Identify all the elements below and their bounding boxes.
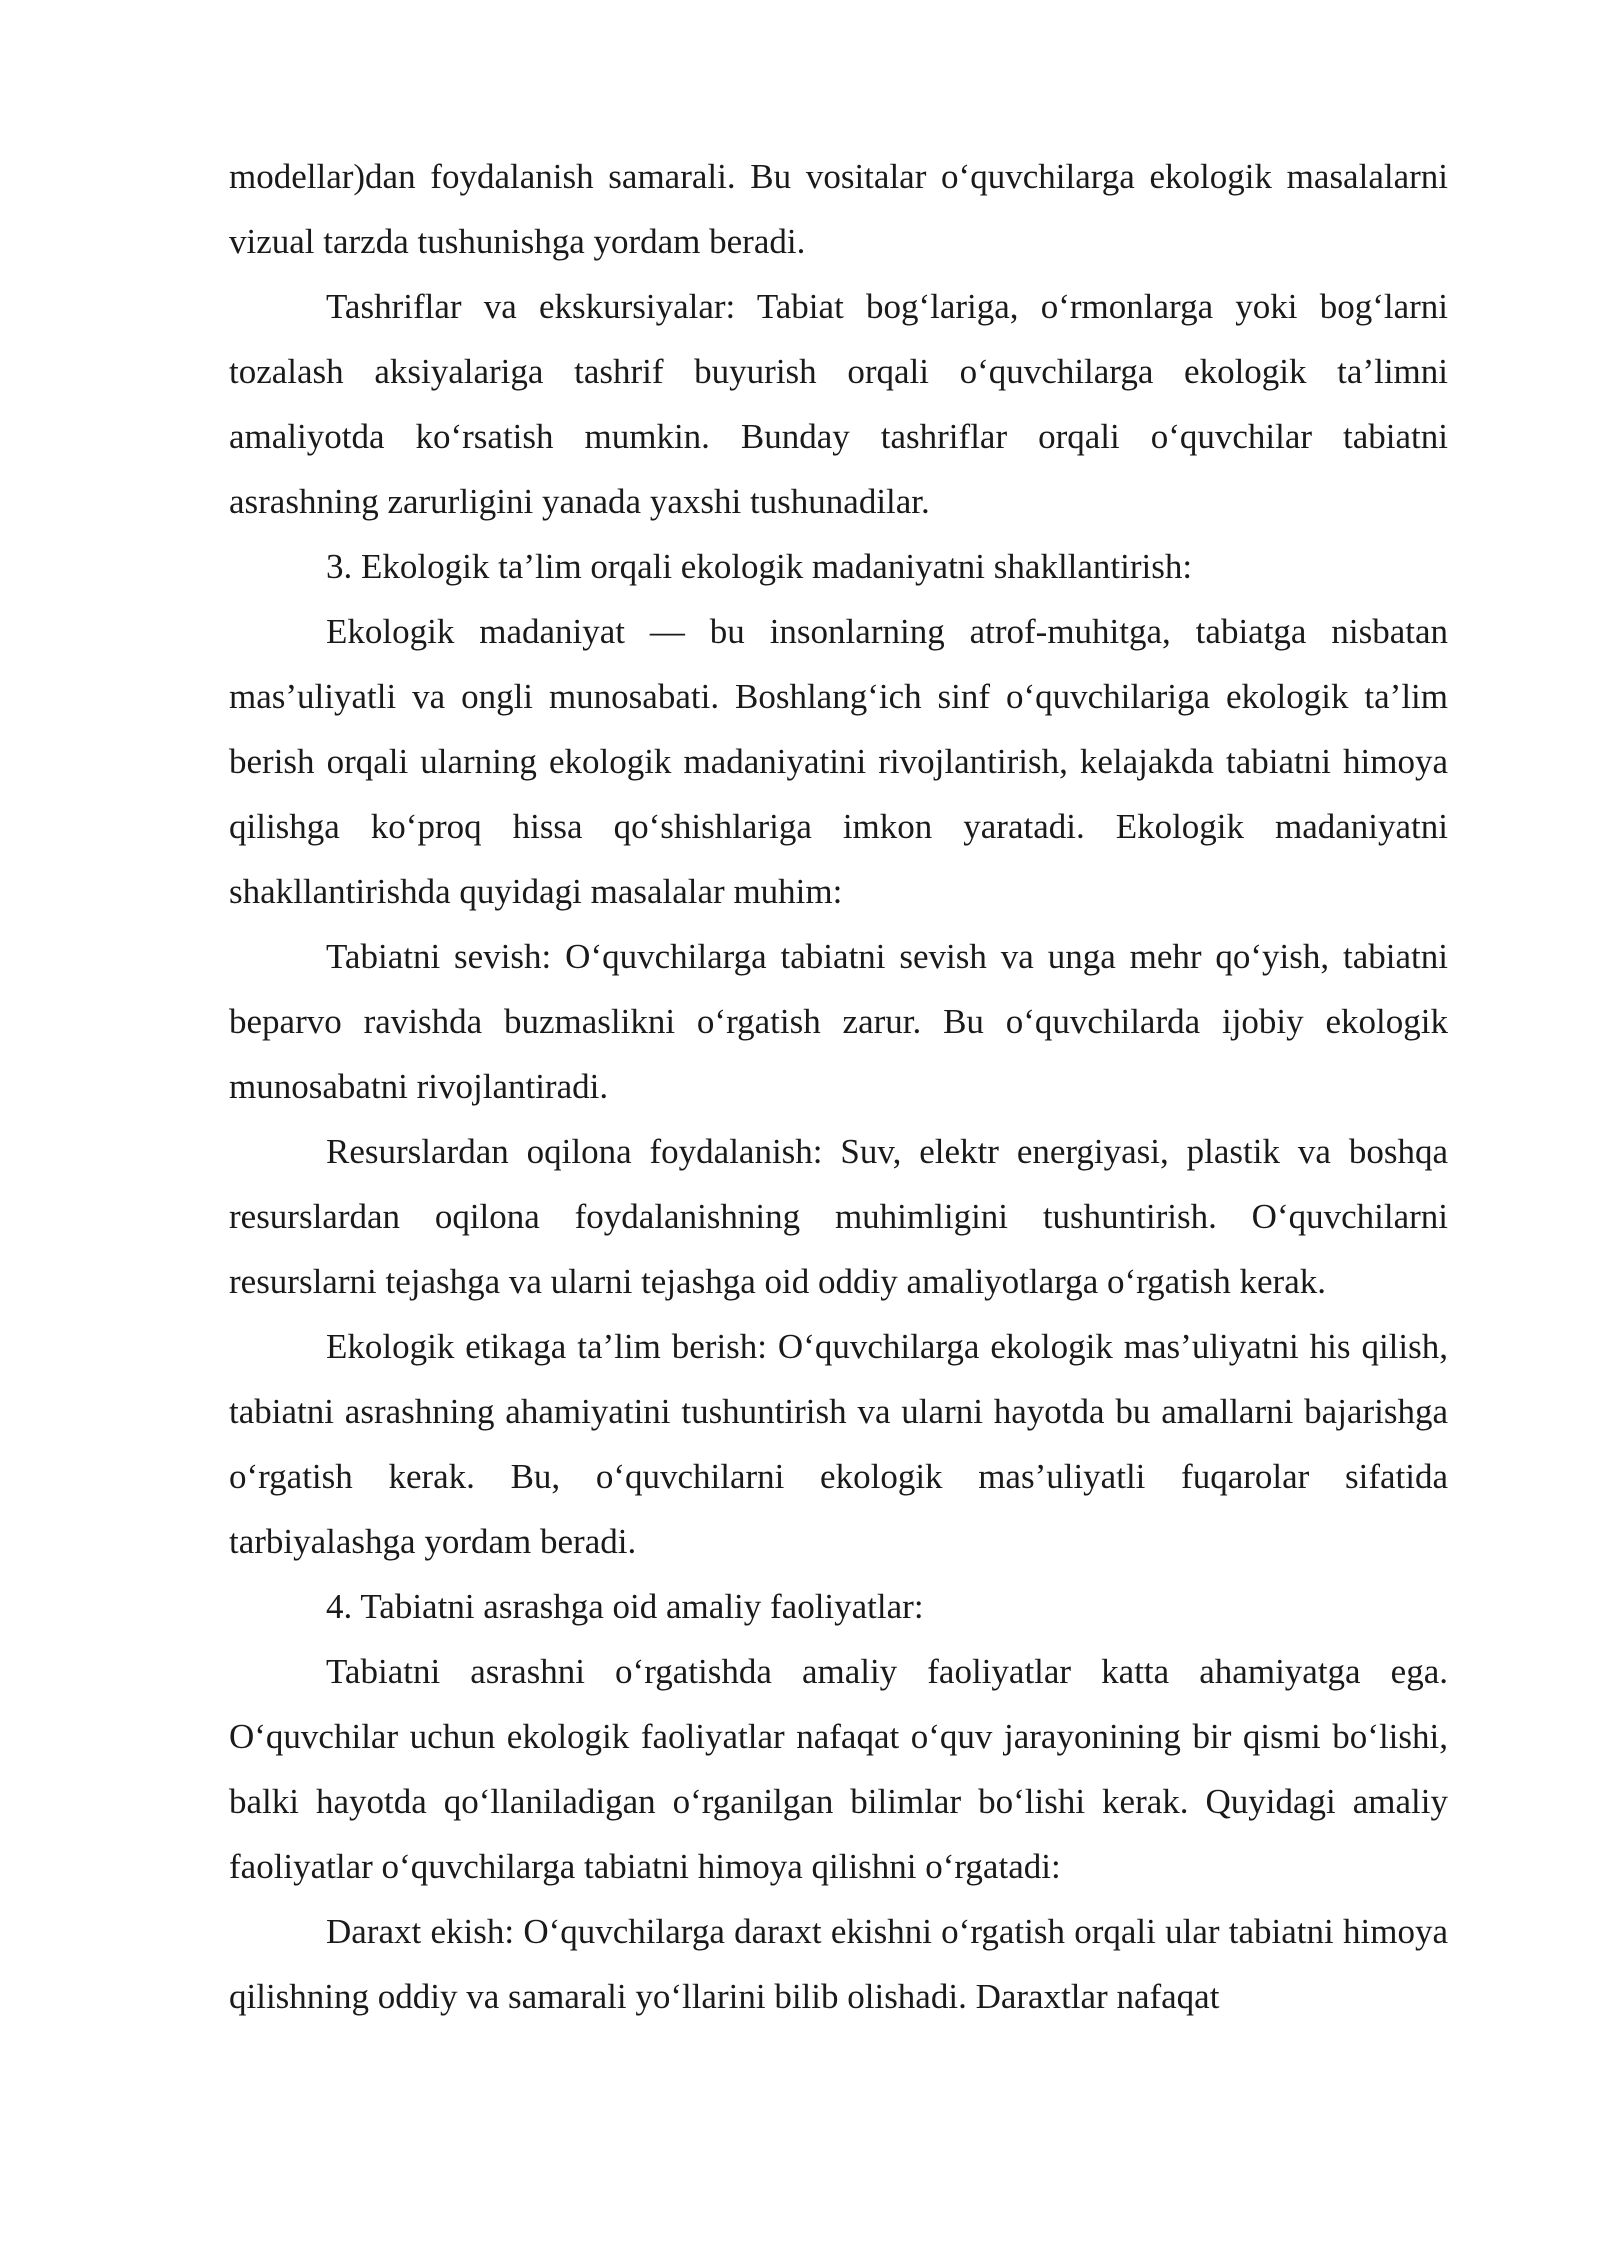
paragraph-love-nature: Tabiatni sevish: O‘quvchilarga tabiatni sevish va unga mehr qo‘yish, tabiatni beparvo ravishda buzmaslikni o‘rgatish zarur. Bu o‘quvchilarda ijobiy ekologik munosabatni rivojlantiradi. bbox=[229, 937, 1448, 1106]
document-body bbox=[229, 144, 1448, 2029]
paragraph-resources: Resurslardan oqilona foydalanish: Suv, elektr energiyasi, plastik va boshqa resurslardan oqilona foydalanishning muhimligini tushuntirish. O‘quvchilarni resurslarni tejashga va ularni tejashga oid oddiy amaliyotlarga o‘rgatish kerak. bbox=[229, 1132, 1448, 1301]
paragraph-practical-activities: Tabiatni asrashni o‘rgatishda amaliy faoliyatlar katta ahamiyatga ega. O‘quvchilar uchun ekologik faoliyatlar nafaqat o‘quv jarayonining bir qismi bo‘lishi, balki hayotda qo‘llaniladigan o‘rganilgan bilimlar bo‘lishi kerak. Quyidagi amaliy faoliyatlar o‘quvchilarga tabiatni himoya qilishni o‘rgatadi: bbox=[229, 1652, 1448, 1886]
paragraph-visits: Tashriflar va ekskursiyalar: Tabiat bog‘lariga, o‘rmonlarga yoki bog‘larni tozalash aksiyalariga tashrif buyurish orqali o‘quvchilarga ekologik ta’limni amaliyotda ko‘rsatish mumkin. Bunday tashriflar orqali o‘quvchilar tabiatni asrashning zarurligini yanada yaxshi tushunadilar. bbox=[229, 287, 1448, 521]
paragraph-continuation: modellar)dan foydalanish samarali. Bu vositalar o‘quvchilarga ekologik masalalarni vizual tarzda tushunishga yordam beradi. bbox=[229, 157, 1448, 261]
section-heading-4: 4. Tabiatni asrashga oid amaliy faoliyatlar: bbox=[326, 1587, 924, 1626]
paragraph-tree-planting: Daraxt ekish: O‘quvchilarga daraxt ekishni o‘rgatish orqali ular tabiatni himoya qilishning oddiy va samarali yo‘llarini bilib olishadi. Daraxtlar nafaqat bbox=[229, 1912, 1448, 2016]
paragraph-ecological-culture: Ekologik madaniyat — bu insonlarning atrof-muhitga, tabiatga nisbatan mas’uliyatli va ongli munosabati. Boshlang‘ich sinf o‘quvchilariga ekologik ta’lim berish orqali ularning ekologik madaniyatini rivojlantirish, kelajakda tabiatni himoya qilishga ko‘proq hissa qo‘shishlariga imkon yaratadi. Ekologik madaniyatni shakllantirishda quyidagi masalalar muhim: bbox=[229, 612, 1448, 911]
paragraph-ecological-ethics: Ekologik etikaga ta’lim berish: O‘quvchilarga ekologik mas’uliyatni his qilish, tabiatni asrashning ahamiyatini tushuntirish va ularni hayotda bu amallarni bajarishga o‘rgatish kerak. Bu, o‘quvchilarni ekologik mas’uliyatli fuqarolar sifatida tarbiyalashga yordam beradi. bbox=[229, 1327, 1448, 1561]
section-heading-3: 3. Ekologik ta’lim orqali ekologik madaniyatni shakllantirish: bbox=[326, 547, 1193, 586]
